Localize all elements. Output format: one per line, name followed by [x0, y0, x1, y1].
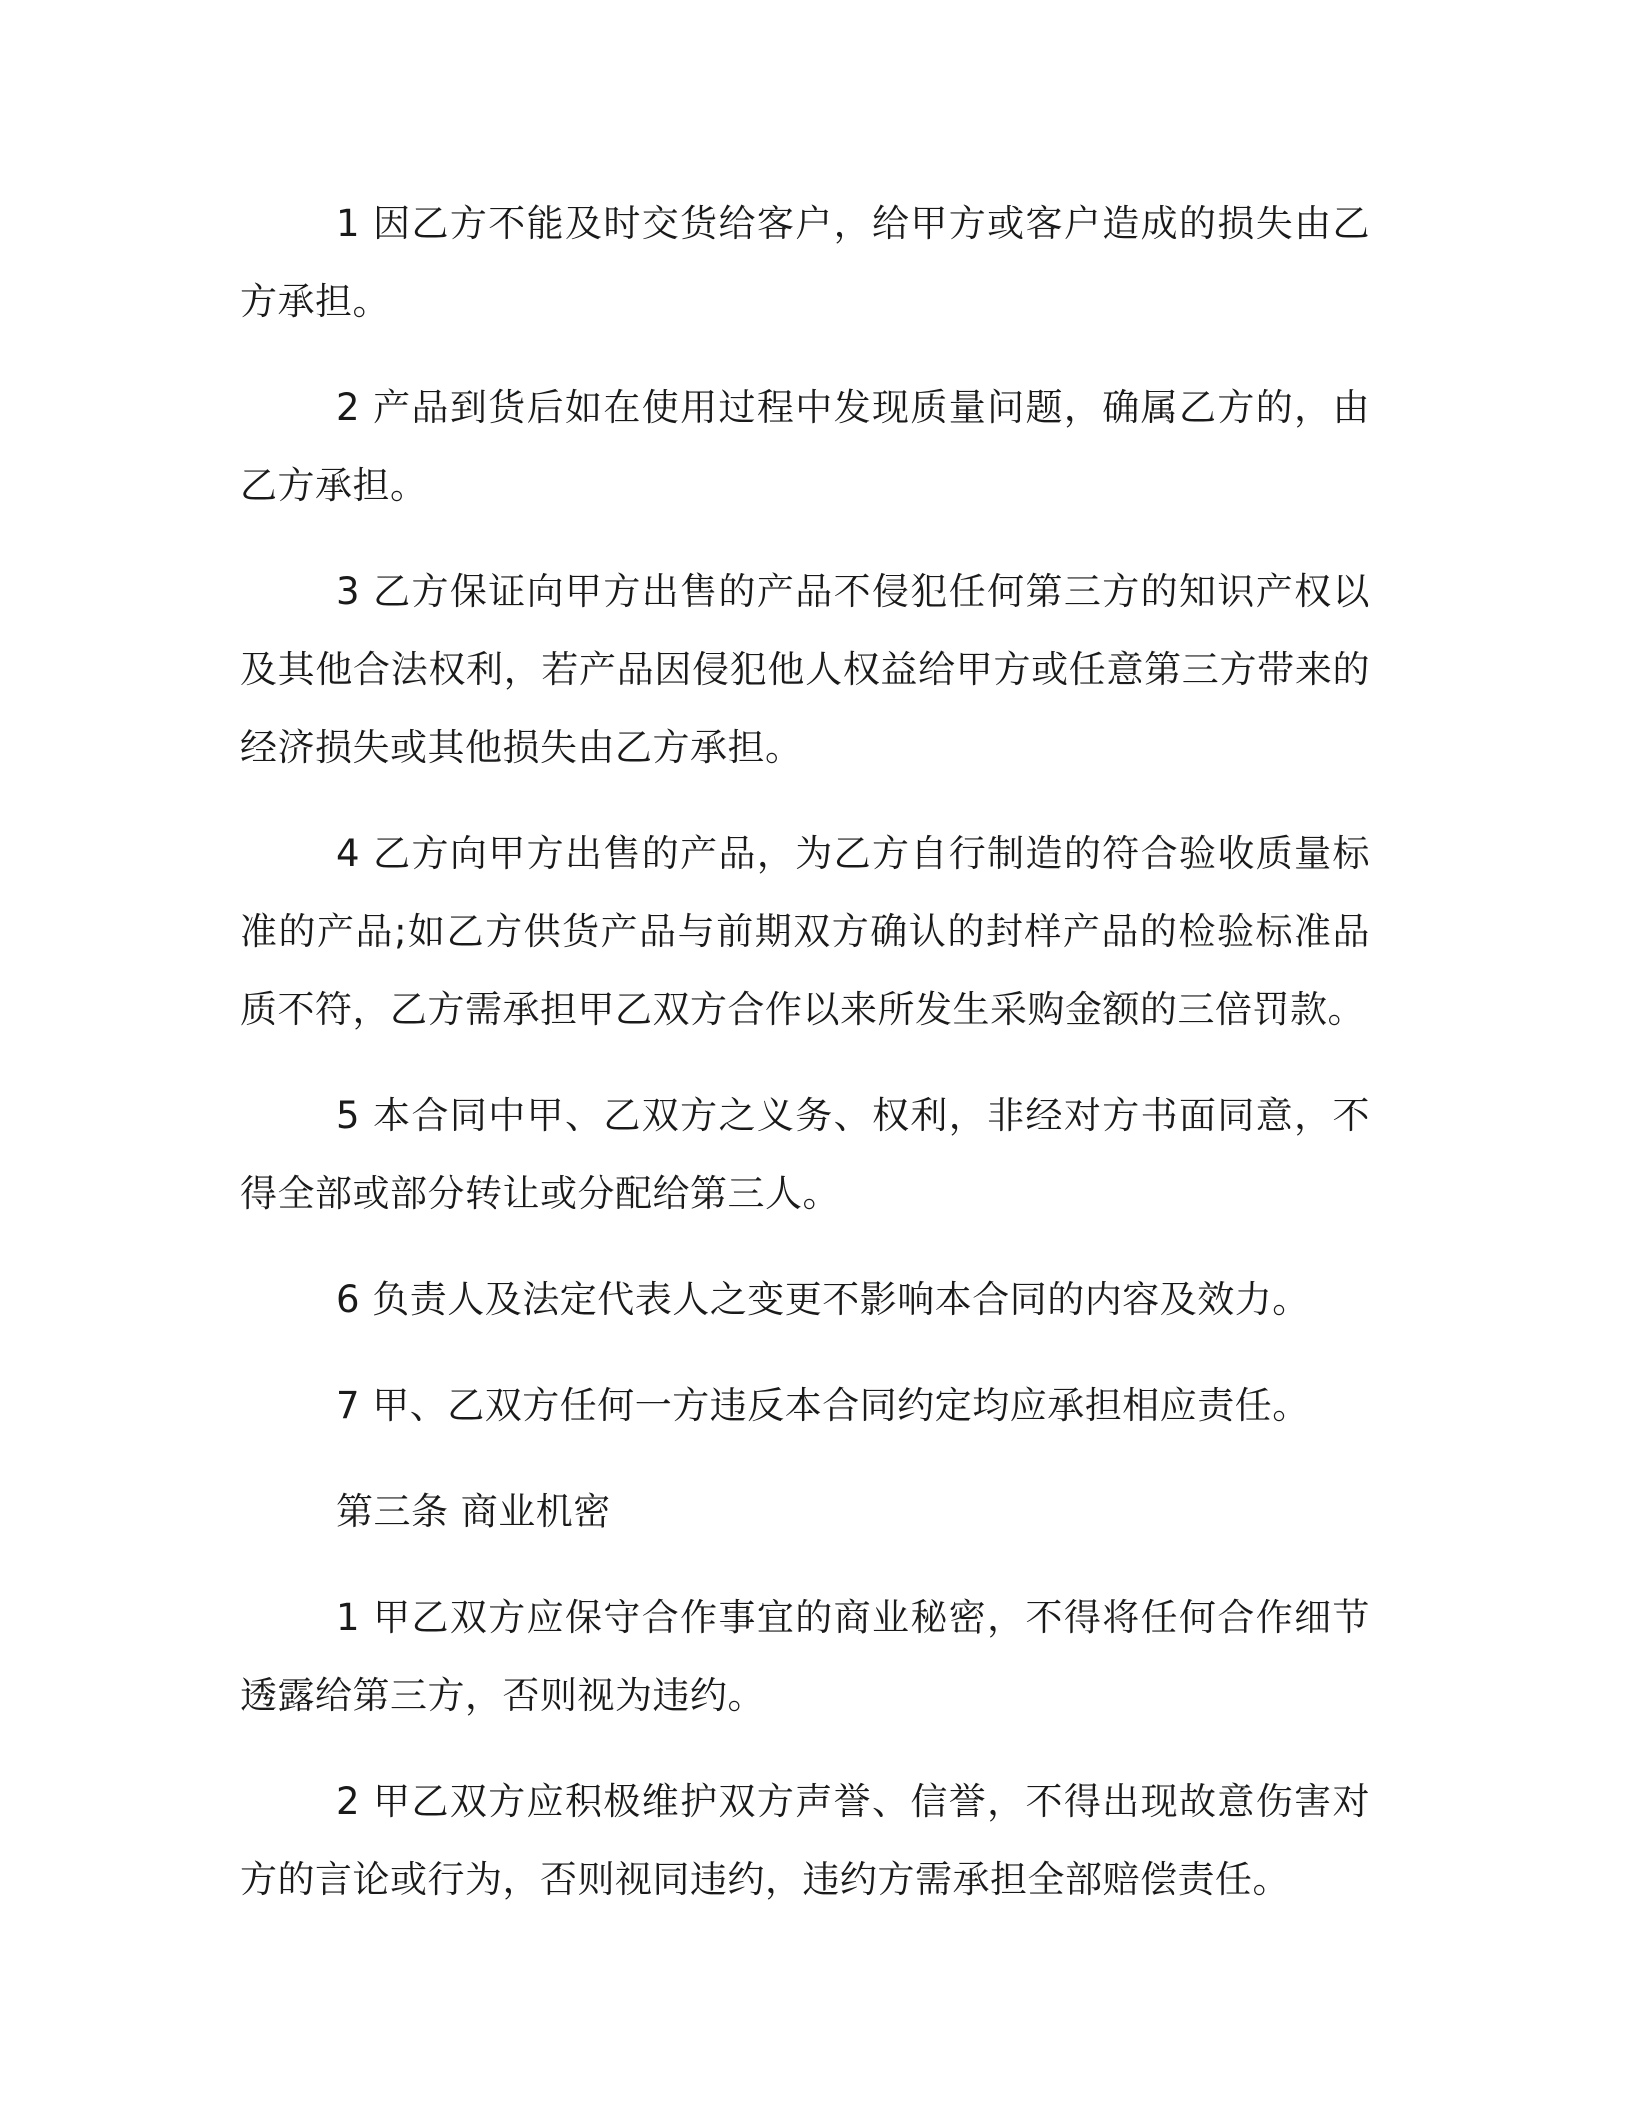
clause-paragraph: 5 本合同中甲、乙双方之义务、权利，非经对方书面同意，不得全部或部分转让或分配给第三人。 — [240, 1094, 1370, 1215]
clause-paragraph: 4 乙方向甲方出售的产品，为乙方自行制造的符合验收质量标准的产品;如乙方供货产品与前期双方确认的封样产品的检验标准品质不符，乙方需承担甲乙双方合作以来所发生采购金额的三倍罚款。 — [240, 832, 1370, 1031]
clause-paragraph: 6 负责人及法定代表人之变更不影响本合同的内容及效力。 — [336, 1278, 1310, 1321]
document-body — [240, 185, 1370, 1947]
clause-paragraph: 3 乙方保证向甲方出售的产品不侵犯任何第三方的知识产权以及其他合法权利，若产品因侵犯他人权益给甲方或任意第三方带来的经济损失或其他损失由乙方承担。 — [240, 570, 1370, 769]
clause-paragraph: 7 甲、乙双方任何一方违反本合同约定均应承担相应责任。 — [336, 1384, 1310, 1427]
clause-paragraph: 2 甲乙双方应积极维护双方声誉、信誉，不得出现故意伤害对方的言论或行为，否则视同违约，违约方需承担全部赔偿责任。 — [240, 1780, 1370, 1901]
clause-paragraph: 1 因乙方不能及时交货给客户，给甲方或客户造成的损失由乙方承担。 — [240, 202, 1370, 323]
clause-paragraph: 1 甲乙双方应保守合作事宜的商业秘密，不得将任何合作细节透露给第三方，否则视为违约。 — [240, 1596, 1370, 1717]
section-heading: 第三条 商业机密 — [336, 1490, 611, 1533]
clause-paragraph: 2 产品到货后如在使用过程中发现质量问题，确属乙方的，由乙方承担。 — [240, 386, 1370, 507]
